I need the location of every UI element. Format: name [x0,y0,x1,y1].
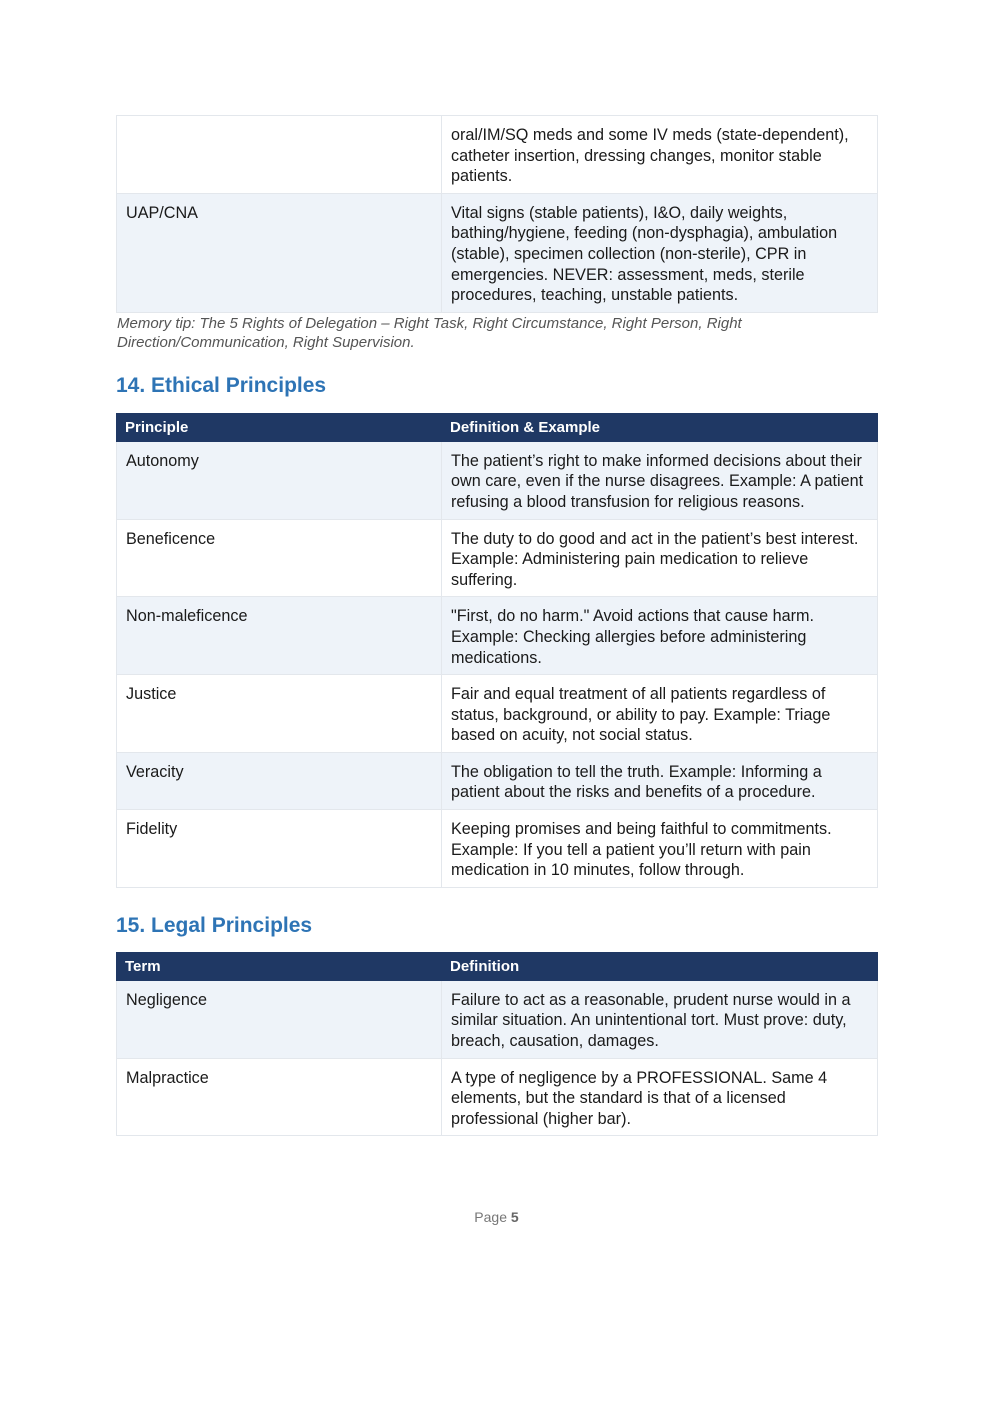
page-label: Page [474,1209,507,1225]
role-cell [117,116,442,194]
definition-cell: The obligation to tell the truth. Example: Informing a patient about the risks and benefits of a procedure. [442,752,878,809]
column-header: Term [117,952,442,980]
term-cell: Malpractice [117,1058,442,1136]
term-cell: Negligence [117,980,442,1058]
table-row [117,675,878,753]
table-row [117,752,878,809]
table-row [117,810,878,888]
tasks-cell: oral/IM/SQ meds and some IV meds (state-dependent), catheter insertion, dressing changes, monitor stable patients. [442,116,878,194]
table-row [117,980,878,1058]
principle-cell: Non-maleficence [117,597,442,675]
principle-cell: Fidelity [117,810,442,888]
table-row [117,193,878,312]
definition-cell: "First, do no harm." Avoid actions that cause harm. Example: Checking allergies before administering medications. [442,597,878,675]
table-header-row [117,413,878,441]
document-page [116,115,877,1136]
definition-cell: Keeping promises and being faithful to commitments. Example: If you tell a patient you’ll return with pain medication in 10 minutes, follow through. [442,810,878,888]
legal-principles-table [116,952,878,1137]
page-number: 5 [510,1209,519,1225]
tasks-cell: Vital signs (stable patients), I&O, daily weights, bathing/hygiene, feeding (non-dysphagia), ambulation (stable), specimen collection (non-sterile), CPR in emergencies. NEVER: assessment, meds, sterile procedures, teaching, unstable patients. [442,193,878,312]
memory-tip: Memory tip: The 5 Rights of Delegation – Right Task, Right Circumstance, Right Person, Right Direction/Communication, Right Supervision. [117,314,742,351]
page-footer [0,1209,993,1225]
definition-cell: The patient’s right to make informed decisions about their own care, even if the nurse disagrees. Example: A patient refusing a blood transfusion for religious reasons. [442,441,878,519]
ethical-principles-table [116,413,878,888]
principle-cell: Veracity [117,752,442,809]
definition-cell: The duty to do good and act in the patient’s best interest. Example: Administering pain medication to relieve suffering. [442,519,878,597]
definition-cell: Fair and equal treatment of all patients regardless of status, background, or ability to pay. Example: Triage based on acuity, not social status. [442,675,878,753]
definition-cell: A type of negligence by a PROFESSIONAL. Same 4 elements, but the standard is that of a licensed professional (higher bar). [442,1058,878,1136]
principle-cell: Justice [117,675,442,753]
column-header: Definition [442,952,878,980]
principle-cell: Autonomy [117,441,442,519]
table-row [117,519,878,597]
principle-cell: Beneficence [117,519,442,597]
role-cell: UAP/CNA [117,193,442,312]
table-header-row [117,952,878,980]
section-heading-ethical: 14. Ethical Principles [116,373,327,397]
section-heading-legal: 15. Legal Principles [116,913,313,937]
column-header: Principle [117,413,442,441]
definition-cell: Failure to act as a reasonable, prudent nurse would in a similar situation. An unintentional tort. Must prove: duty, breach, causation, damages. [442,980,878,1058]
table-row [117,116,878,194]
column-header: Definition & Example [442,413,878,441]
table-row [117,441,878,519]
delegation-table [116,115,878,313]
table-row [117,597,878,675]
table-row [117,1058,878,1136]
